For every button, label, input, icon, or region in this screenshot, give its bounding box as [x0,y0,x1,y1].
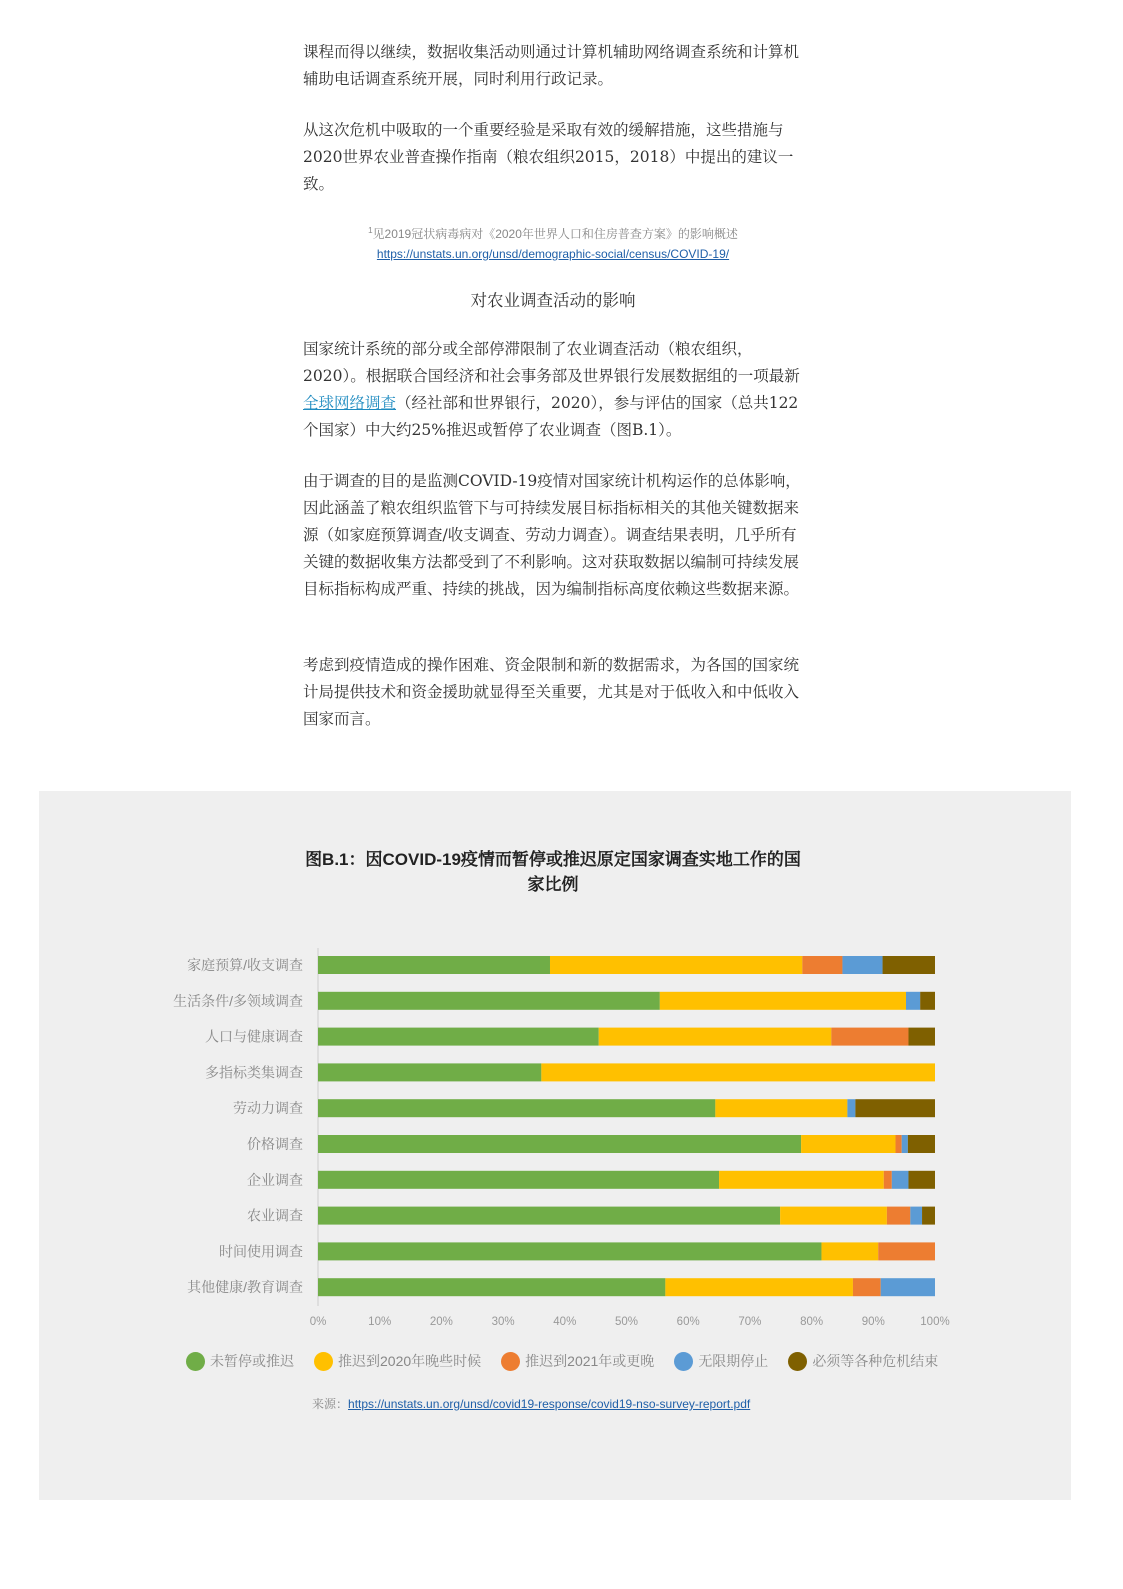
bar-segment-s2-r0 [802,956,842,974]
bar-segment-s1-r7 [780,1207,887,1225]
bar-segment-s4-r5 [908,1135,935,1153]
legend-item [314,1351,481,1371]
bar-segment-s1-r3 [541,1063,935,1081]
bar-segment-s3-r0 [842,956,882,974]
footnote-marker: 1 [368,226,373,235]
bar-segment-s0-r1 [318,992,660,1010]
bar-segment-s4-r2 [908,1028,935,1046]
footnote-link[interactable]: https://unstats.un.org/unsd/demographic-social/census/COVID-19/ [376,247,730,261]
bar-segment-s4-r1 [920,992,935,1010]
legend-item [788,1351,938,1371]
legend-label: 推迟到2021年或更晚 [525,1353,655,1369]
legend-item [501,1351,654,1371]
bar-segment-s3-r7 [910,1207,922,1225]
category-label: 其他健康/教育调查 [187,1279,303,1296]
bar-segment-s0-r6 [318,1171,719,1189]
legend-label: 必须等各种危机结束 [812,1353,939,1369]
bar-segment-s1-r2 [599,1028,832,1046]
category-label: 农业调查 [247,1207,303,1224]
bar-segment-s4-r0 [883,956,935,974]
bar-segment-s3-r4 [847,1099,855,1117]
legend-swatch [788,1352,807,1371]
category-label: 家庭预算/收支调查 [187,957,303,973]
x-tick-label: 60% [676,1316,700,1328]
x-tick-label: 40% [553,1316,577,1328]
global-survey-link[interactable]: 全球网络调查 [303,394,397,412]
legend-label: 无限期停止 [698,1353,769,1369]
bar-segment-s0-r5 [318,1135,801,1153]
x-tick-label: 90% [861,1316,885,1328]
paragraph-3-before: 国家统计系统的部分或全部停滞限制了农业调查活动（粮农组织，2020）。根据联合国经济和社会事务部及世界银行发展数据组的一项最新 [303,340,800,385]
x-tick-label: 50% [614,1316,639,1328]
bar-segment-s4-r7 [922,1207,935,1225]
x-tick-label: 80% [800,1316,824,1328]
category-label: 多指标类集调查 [205,1064,303,1081]
bar-segment-s4-r6 [908,1171,935,1189]
legend-swatch [186,1352,205,1371]
bar-segment-s3-r1 [906,992,920,1010]
bar-segment-s4-r4 [855,1099,935,1117]
bar-segment-s0-r4 [318,1099,715,1117]
bar-segment-s0-r8 [318,1242,821,1260]
bar-segment-s1-r8 [821,1242,878,1260]
figure-title-line-1: 图B.1：因COVID-19疫情而暂停或推迟原定国家调查实地工作的国 [305,850,801,869]
paragraph-2: 从这次危机中吸取的一个重要经验是采取有效的缓解措施，这些措施与2020世界农业普查操作指南（粮农组织2015，2018）中提出的建议一致。 [303,121,794,193]
bar-segment-s1-r6 [719,1171,884,1189]
x-tick-label: 70% [738,1316,762,1328]
footnote-text: 见2019冠状病毒病对《2020年世界人口和住房普查方案》的影响概述 [372,227,738,241]
section-title: 对农业调查活动的影响 [470,291,636,310]
bar-segment-s0-r0 [318,956,550,974]
x-tick-label: 10% [368,1316,392,1328]
bar-segment-s3-r5 [902,1135,908,1153]
bar-segment-s3-r6 [892,1171,909,1189]
paragraph-3-after: （经社部和世界银行，2020），参与评估的国家（总共122个国家）中大约25%推迟或暂停了农业调查（图B.1）。 [303,394,799,439]
legend-item [674,1351,768,1371]
bar-segment-s2-r2 [831,1028,908,1046]
bar-segment-s1-r0 [550,956,802,974]
legend-swatch [314,1352,333,1371]
category-label: 劳动力调查 [233,1100,303,1117]
x-tick-label: 30% [491,1316,515,1328]
bar-segment-s2-r8 [878,1242,935,1260]
source-link[interactable]: https://unstats.un.org/unsd/covid19-response/covid19-nso-survey-report.pdf [348,1397,751,1411]
bar-segment-s0-r2 [318,1028,599,1046]
bar-segment-s0-r7 [318,1207,780,1225]
bar-segment-s0-r3 [318,1063,541,1081]
chart-legend [186,1351,946,1371]
bar-segment-s2-r9 [853,1278,881,1296]
bar-segment-s2-r5 [896,1135,902,1153]
legend-label: 未暂停或推迟 [210,1353,294,1369]
bar-segment-s1-r9 [665,1278,853,1296]
bar-segment-s1-r5 [801,1135,895,1153]
category-label: 生活条件/多领域调查 [173,992,303,1009]
category-label: 时间使用调查 [219,1243,303,1260]
figure-title-line-2: 家比例 [527,875,579,894]
legend-swatch [674,1352,693,1371]
bar-segment-s1-r4 [715,1099,847,1117]
bar-segment-s2-r7 [887,1207,910,1225]
legend-item [186,1351,294,1371]
category-label: 企业调查 [247,1171,303,1188]
legend-swatch [501,1352,520,1371]
category-label: 价格调查 [247,1136,303,1152]
legend-label: 推迟到2020年晚些时候 [338,1353,482,1369]
bar-segment-s1-r1 [660,992,906,1010]
paragraph-4: 由于调查的目的是监测COVID-19疫情对国家统计机构运作的总体影响，因此涵盖了粮农组织监管下与可持续发展目标指标相关的其他关键数据来源（如家庭预算调查/收支调查、劳动力调查）。调查结果表明，几乎所有关键的数据收集方法都受到了不利影响。这对获取数据以编制可持续发展目标指标构成严重、持续的挑战，因为编制指标高度依赖这些数据来源。 [303,472,801,598]
source-note [312,1395,812,1412]
paragraph-1: 课程而得以继续，数据收集活动则通过计算机辅助网络调查系统和计算机辅助电话调查系统开展，同时利用行政记录。 [303,43,800,88]
x-tick-label: 100% [920,1316,950,1328]
source-label: 来源： [312,1397,349,1411]
x-tick-label: 0% [309,1316,327,1328]
bar-segment-s0-r9 [318,1278,665,1296]
bar-segment-s2-r6 [884,1171,892,1189]
x-tick-label: 20% [429,1316,453,1328]
category-label: 人口与健康调查 [205,1028,303,1045]
paragraph-5: 考虑到疫情造成的操作困难、资金限制和新的数据需求，为各国的国家统计局提供技术和资金援助就显得至关重要，尤其是对于低收入和中低收入国家而言。 [303,656,800,728]
bar-segment-s3-r9 [881,1278,935,1296]
